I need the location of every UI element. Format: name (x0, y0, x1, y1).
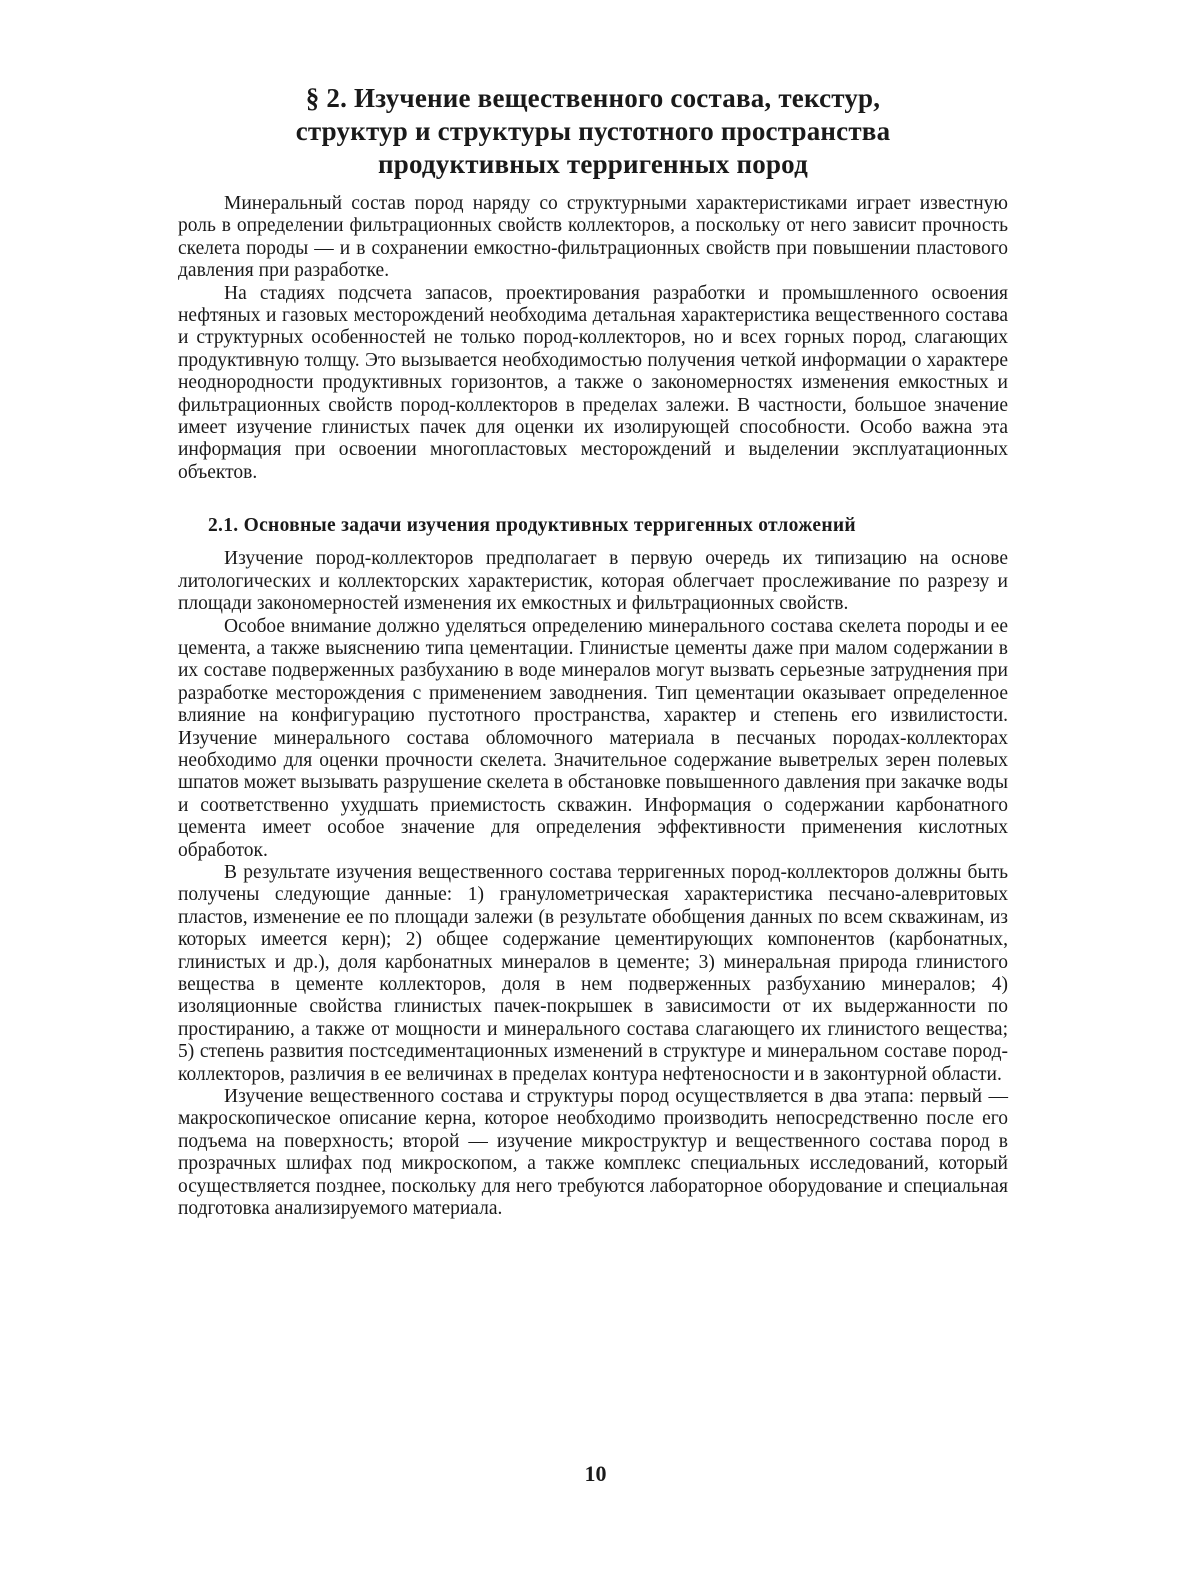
paragraph-cement-composition: Особое внимание должно уделяться определению минерального состава скелета породы и ее цемента, а также выяснению типа цементации. Глинистые цементы даже при малом содержании в их составе подверженных разбуханию в воде минералов могут вызвать серьезные затруднения при разработке месторождения с применением заводнения. Тип цементации оказывает определенное влияние на конфигурацию пустотного пространства, характер и степень его извилистости. Изучение минерального состава обломочного материала в песчаных породах-коллекторах необходимо для оценки прочности скелета. Значительное содержание выветрелых зерен полевых шпатов может вызывать разрушение скелета в обстановке повышенного давления при закачке воды и соответственно ухудшать приемистость скважин. Информация о содержании карбонатного цемента имеет особое значение для определения эффективности применения кислотных обработок. (178, 615, 1008, 861)
page-number: 10 (584, 1461, 607, 1486)
paragraph-study-stages: Изучение вещественного состава и структуры пород осуществляется в два этапа: первый — макроскопическое описание керна, которое необходимо производить непосредственно после его подъема на поверхность; второй — изучение микроструктур и вещественного состава пород в прозрачных шлифах под микроскопом, а также комплекс специальных исследований, который осуществляется позднее, поскольку для него требуются лабораторное оборудование и специальная подготовка анализируемого материала. (178, 1086, 1008, 1220)
paragraph-required-data: В результате изучения вещественного состава терригенных пород-коллекторов должны быть получены следующие данные: 1) гранулометрическая характеристика песчано-алевритовых пластов, изменение ее по площади залежи (в результате обобщения данных по всем скважинам, из которых имеется керн); 2) общее содержание цементирующих компонентов (карбонатных, глинистых и др.), доля карбонатных минералов в цементе; 3) минеральная природа глинистого вещества в цементе коллекторов, доля в нем подверженных разбуханию минералов; 4) изоляционные свойства глинистых пачек-покрышек в зависимости от их выдержанности по простиранию, а также от мощности и минерального состава слагающего их глинистого вещества; 5) степень развития постседиментационных изменений в структуре и минеральном составе пород-коллекторов, различия в ее величинах в пределах контура нефтеносности и в законтурной области. (178, 861, 1008, 1085)
section-title-line-3: продуктивных терригенных пород (378, 149, 808, 179)
paragraph-reserves-estimation: На стадиях подсчета запасов, проектирования разработки и промышленного освоения нефтяных и газовых месторождений необходима детальная характеристика вещественного состава и структурных особенностей не только пород-коллекторов, но и всех горных пород, слагающих продуктивную толщу. Это вызывается необходимостью получения четкой информации о характере неоднородности продуктивных горизонтов, а также о закономерностях изменения емкостных и фильтрационных свойств пород-коллекторов в пределах залежи. В частности, большое значение имеет изучение глинистых пачек для оценки их изолирующей способности. Особо важна эта информация при освоении многопластовых месторождений и выделении эксплуатационных объектов. (178, 282, 1008, 483)
paragraph-mineral-composition: Минеральный состав пород наряду со структурными характеристиками играет известную роль в определении фильтрационных свойств коллекторов, а поскольку от него зависит прочность скелета породы — и в сохранении емкостно-фильтрационных свойств при повышении пластового давления при разработке. (178, 193, 1008, 282)
page-content (178, 82, 1008, 1220)
section-title-line-2: структур и структуры пустотного пространства (295, 116, 891, 146)
paragraph-reservoir-typing: Изучение пород-коллекторов предполагает в первую очередь их типизацию на основе литологических и коллекторских характеристик, которая облегчает прослеживание по разрезу и площади закономерностей изменения их емкостных и фильтрационных свойств. (178, 548, 1008, 615)
section-title-line-1: § 2. Изучение вещественного состава, текстур, (305, 83, 881, 113)
subsection-title: 2.1. Основные задачи изучения продуктивных терригенных отложений (208, 515, 856, 537)
section-title (178, 82, 1008, 181)
